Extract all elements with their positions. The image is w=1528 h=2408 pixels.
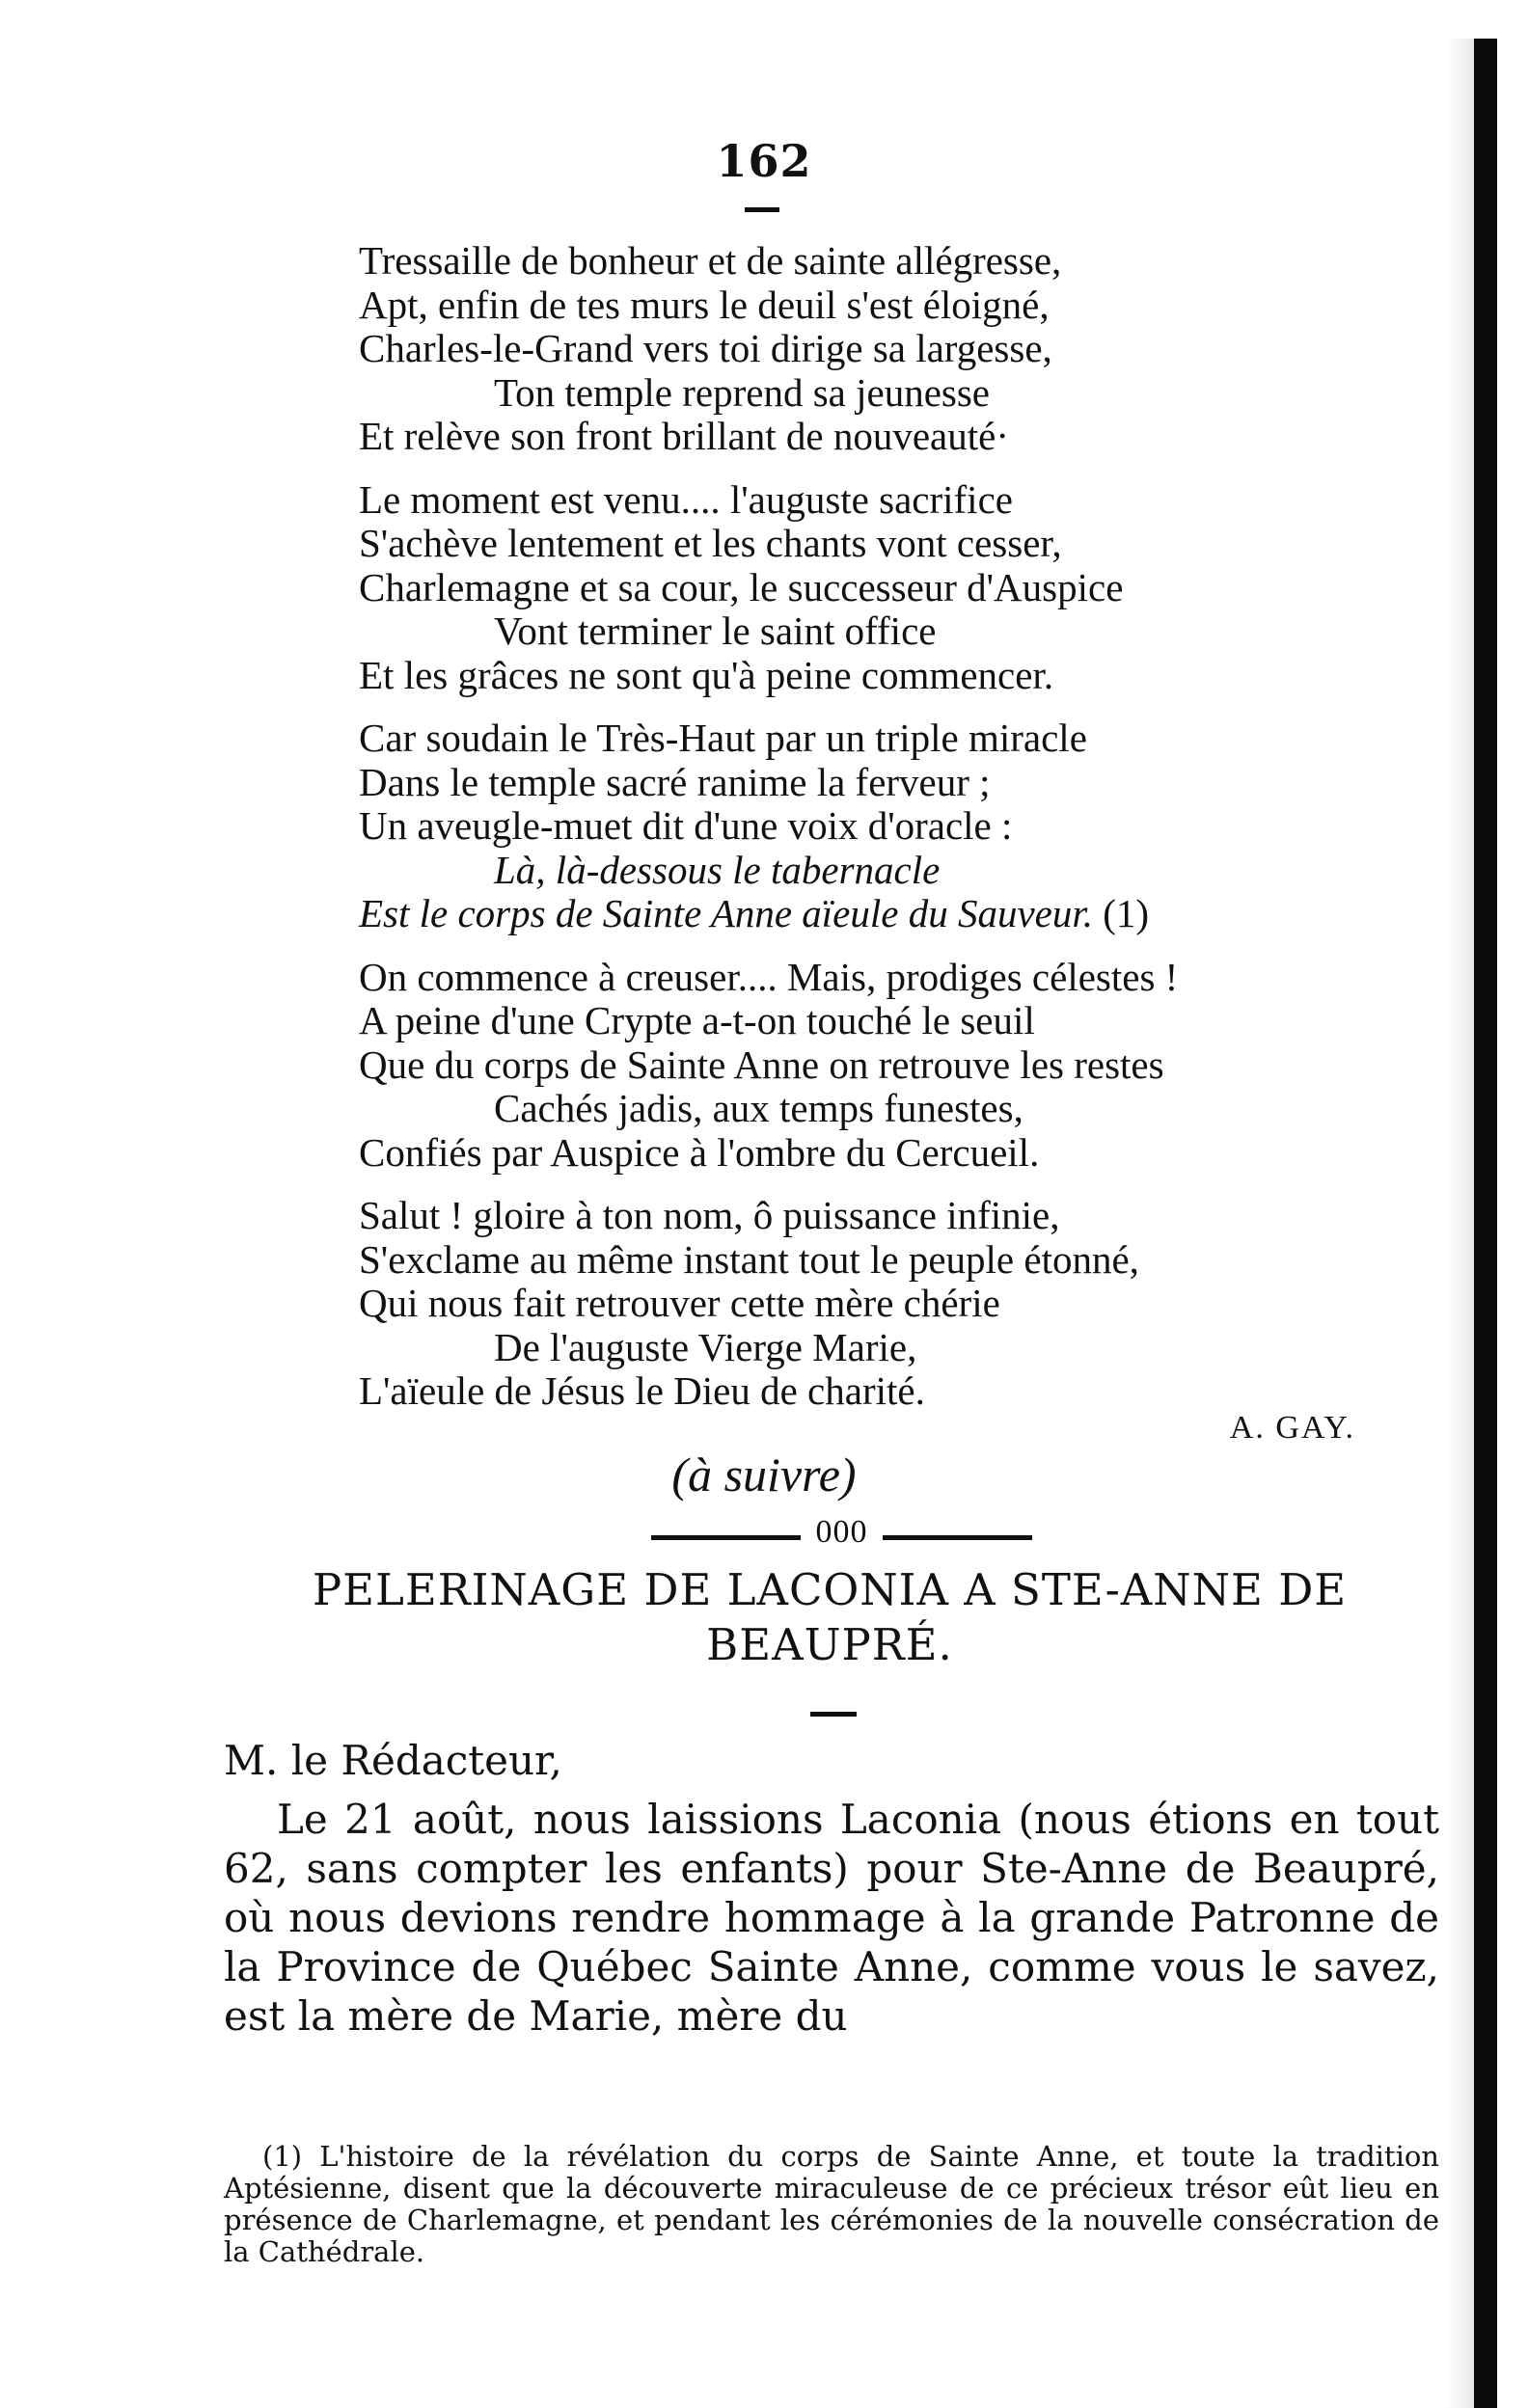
- poem-line-text: Vont terminer le saint office: [494, 609, 937, 653]
- poem-line: [359, 956, 1401, 1000]
- poem-line: [359, 1326, 1401, 1370]
- poem-line-text: A peine d'une Crypte a-t-on touché le seuil: [359, 998, 1035, 1042]
- article-body: [224, 1736, 1439, 2041]
- poem-line: [359, 239, 1401, 284]
- poem-line: [359, 892, 1401, 936]
- poem-line: [359, 1043, 1401, 1088]
- poem-line: [359, 327, 1401, 371]
- poem-line-text: S'achève lentement et les chants vont cesser,: [359, 521, 1062, 565]
- section-ornament: [651, 1514, 1032, 1562]
- footnote: [224, 2141, 1439, 2268]
- poem-stanza: [359, 478, 1401, 698]
- poem-line-text: On commence à creuser.... Mais, prodiges célestes !: [359, 954, 1179, 999]
- poem-line: [359, 1369, 1401, 1414]
- article-title-line-1: PELERINAGE DE LACONIA A STE-ANNE DE: [312, 1564, 1348, 1615]
- poem-line-text: Salut ! gloire à ton nom, ô puissance infinie,: [359, 1193, 1060, 1237]
- poem-line-text: Ton temple reprend sa jeunesse: [494, 369, 991, 415]
- poem-line-text: Que du corps de Sainte Anne on retrouve les restes: [359, 1042, 1164, 1087]
- poem: [359, 239, 1401, 1433]
- poem-line-text: Confiés par Auspice à l'ombre du Cercueil.: [359, 1129, 1040, 1175]
- article-title: [222, 1562, 1437, 1672]
- ornament-rule-right: [883, 1535, 1032, 1540]
- poem-line: [359, 522, 1401, 566]
- poem-line: [359, 654, 1401, 698]
- poem-line: [359, 1131, 1401, 1176]
- poem-line: [359, 1238, 1401, 1283]
- poem-line: [359, 761, 1401, 805]
- poem-line: [359, 371, 1401, 416]
- poem-line: [359, 609, 1401, 654]
- poem-line-text: Charles-le-Grand vers toi dirige sa largesse,: [359, 326, 1052, 370]
- article-title-line-2: BEAUPRÉ.: [706, 1619, 953, 1670]
- poem-line: [359, 478, 1401, 523]
- poem-line: [359, 804, 1401, 849]
- poem-line-text: Le moment est venu.... l'auguste sacrifice: [359, 476, 1013, 522]
- poem-line-text: Car soudain le Très-Haut par un triple miracle: [359, 716, 1087, 760]
- footnote-reference: (1): [1093, 891, 1150, 935]
- poem-line-text: Là, là-dessous le tabernacle: [494, 847, 941, 892]
- poem-stanza: [359, 1194, 1401, 1414]
- title-dash: [810, 1712, 857, 1717]
- poem-author: A. GAY.: [1229, 1410, 1355, 1446]
- footnote-text: (1) L'histoire de la révélation du corps de Sainte Anne, et toute la tradition Aptésienne, disent que la découverte miraculeuse de ce précieux trésor eût lieu en présence de Charlemagne, et pendant les cérémonies de la nouvelle consécration de la Cathédrale.: [224, 2140, 1439, 2268]
- poem-line-text: L'aïeule de Jésus le Dieu de charité.: [359, 1368, 925, 1413]
- poem-stanza: [359, 956, 1401, 1176]
- poem-stanza: [359, 239, 1401, 459]
- ornament-mark: 000: [815, 1514, 868, 1550]
- poem-line-text: Dans le temple sacré ranime la ferveur ;: [359, 759, 991, 804]
- poem-line-text: Qui nous fait retrouver cette mère chérie: [359, 1281, 1000, 1325]
- poem-line-text: Tressaille de bonheur et de sainte allégresse,: [359, 238, 1062, 283]
- page-edge-shadow: [1447, 39, 1474, 2408]
- binding-gutter: [1474, 39, 1497, 2408]
- poem-line-text: De l'auguste Vierge Marie,: [494, 1324, 917, 1369]
- to-be-continued: (à suivre): [671, 1448, 857, 1502]
- poem-line-text: Charlemagne et sa cour, le successeur d'Auspice: [359, 564, 1124, 609]
- header-dash: [745, 207, 779, 212]
- poem-line: [359, 999, 1401, 1043]
- article-paragraph: Le 21 août, nous laissions Laconia (nous étions en tout 62, sans compter les enfants) pour Ste-Anne de Beaupré, où nous devions rendre hommage à la grande Patronne de la Province de Québec Sainte Anne, comme vous le savez, est la mère de Marie, mère du: [224, 1796, 1439, 2040]
- poem-line: [359, 717, 1401, 761]
- poem-line-text: Et relève son front brillant de nouveauté·: [359, 414, 1009, 458]
- ornament-rule-left: [651, 1535, 801, 1540]
- poem-line-text: Un aveugle-muet dit d'une voix d'oracle :: [359, 803, 1013, 848]
- salutation: M. le Rédacteur,: [224, 1737, 562, 1784]
- poem-line-text: Cachés jadis, aux temps funestes,: [494, 1086, 1023, 1130]
- poem-line: [359, 849, 1401, 893]
- poem-line-text: Apt, enfin de tes murs le deuil s'est éloigné,: [359, 282, 1050, 327]
- poem-line-text: Et les grâces ne sont qu'à peine commencer.: [359, 652, 1054, 697]
- poem-line: [359, 566, 1401, 610]
- poem-line: [359, 284, 1401, 328]
- poem-line-text: Est le corps de Sainte Anne aïeule du Sauveur.: [359, 891, 1094, 935]
- poem-stanza: [359, 717, 1401, 936]
- poem-line: [359, 1194, 1401, 1238]
- poem-line: [359, 1282, 1401, 1326]
- poem-line: [359, 415, 1401, 459]
- poem-line: [359, 1087, 1401, 1131]
- page-number: 162: [716, 135, 812, 187]
- poem-line-text: S'exclame au même instant tout le peuple étonné,: [359, 1236, 1139, 1282]
